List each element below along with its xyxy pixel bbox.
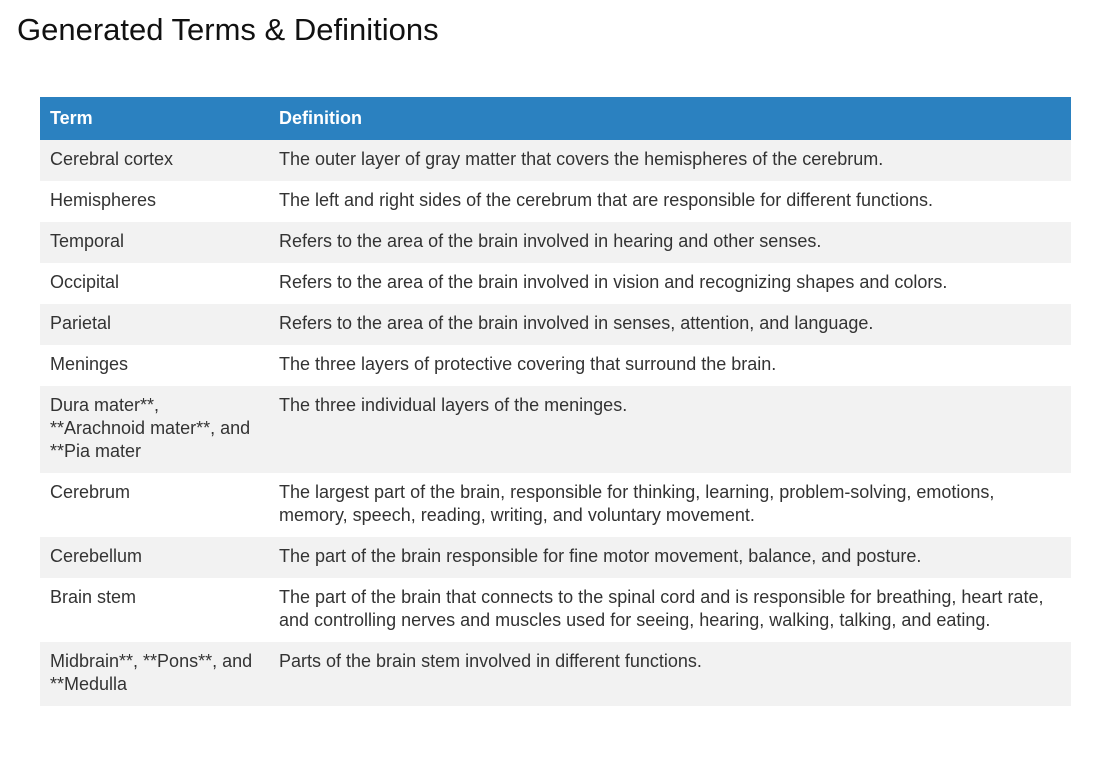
term-cell: Occipital — [40, 263, 269, 304]
table-row — [40, 386, 1071, 473]
table-row — [40, 263, 1071, 304]
table-row — [40, 345, 1071, 386]
term-cell: Midbrain**, **Pons**, and **Medulla — [40, 642, 269, 706]
term-cell: Meninges — [40, 345, 269, 386]
table-header — [40, 97, 1071, 140]
term-cell: Temporal — [40, 222, 269, 263]
definition-cell: Refers to the area of the brain involved in senses, attention, and language. — [269, 304, 1071, 345]
page-title: Generated Terms & Definitions — [17, 12, 439, 47]
header-row — [40, 97, 1071, 140]
definition-cell: Refers to the area of the brain involved in vision and recognizing shapes and colors. — [269, 263, 1071, 304]
term-cell: Cerebellum — [40, 537, 269, 578]
table-row — [40, 578, 1071, 642]
table-row — [40, 140, 1071, 181]
definition-cell: The three individual layers of the meninges. — [269, 386, 1071, 473]
definition-cell: Parts of the brain stem involved in different functions. — [269, 642, 1071, 706]
table-body — [40, 140, 1071, 706]
terms-table — [40, 97, 1071, 706]
term-cell: Dura mater**, **Arachnoid mater**, and **Pia mater — [40, 386, 269, 473]
term-cell: Cerebrum — [40, 473, 269, 537]
definition-column-header: Definition — [269, 97, 1071, 140]
table-row — [40, 222, 1071, 263]
table-row — [40, 181, 1071, 222]
definition-cell: The three layers of protective covering that surround the brain. — [269, 345, 1071, 386]
term-cell: Cerebral cortex — [40, 140, 269, 181]
definition-cell: The part of the brain that connects to the spinal cord and is responsible for breathing, heart rate, and controlling nerves and muscles used for seeing, hearing, walking, talking, and eating. — [269, 578, 1071, 642]
definition-cell: The outer layer of gray matter that covers the hemispheres of the cerebrum. — [269, 140, 1071, 181]
table-row — [40, 642, 1071, 706]
definition-cell: The left and right sides of the cerebrum that are responsible for different functions. — [269, 181, 1071, 222]
table-row — [40, 537, 1071, 578]
definition-cell: The largest part of the brain, responsible for thinking, learning, problem-solving, emotions, memory, speech, reading, writing, and voluntary movement. — [269, 473, 1071, 537]
term-cell: Hemispheres — [40, 181, 269, 222]
term-column-header: Term — [40, 97, 269, 140]
definition-cell: Refers to the area of the brain involved in hearing and other senses. — [269, 222, 1071, 263]
term-cell: Parietal — [40, 304, 269, 345]
term-cell: Brain stem — [40, 578, 269, 642]
table-row — [40, 304, 1071, 345]
table-row — [40, 473, 1071, 537]
definition-cell: The part of the brain responsible for fine motor movement, balance, and posture. — [269, 537, 1071, 578]
